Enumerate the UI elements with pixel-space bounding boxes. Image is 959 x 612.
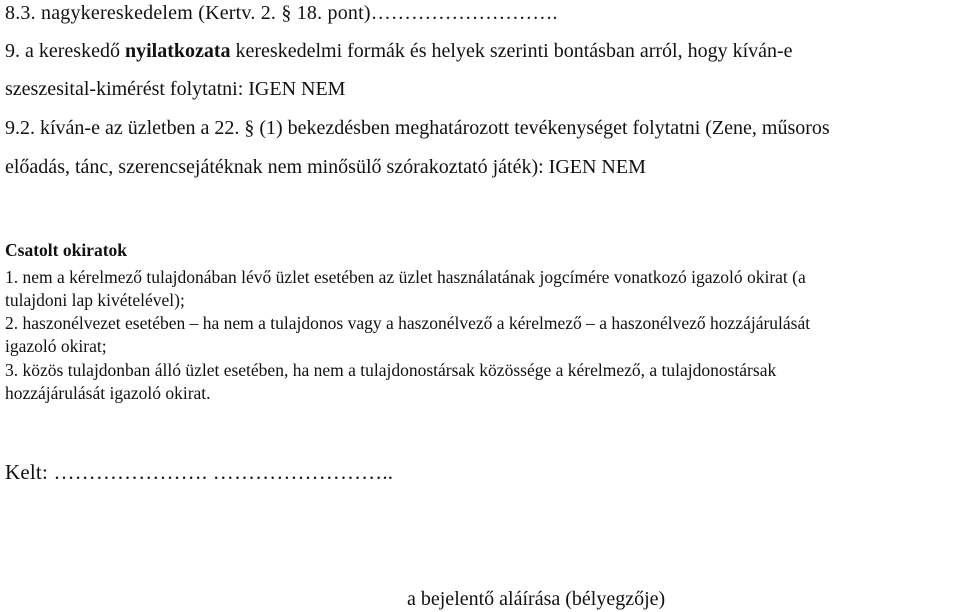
attachment-item-1-a: 1. nem a kérelmező tulajdonában lévő üzlet esetében az üzlet használatának jogcímére vonatkozó igazoló okirat (a [5,267,806,287]
line-szeszesital: szeszesital-kimérést folytatni: IGEN NEM [5,78,346,100]
line-nagykereskedelem: 8.3. nagykereskedelem (Kertv. 2. § 18. pont)………………………. [5,2,558,24]
kelt-line: Kelt: …………………. …………………….. [5,460,394,484]
attachment-item-3-b: hozzájárulását igazoló okirat. [5,383,211,403]
line-nyilatkozat [5,40,793,63]
attachments-heading: Csatolt okiratok [5,240,128,260]
nyilatkozat-post: kereskedelmi formák és helyek szerinti bontásban arról, hogy kíván-e [230,40,793,62]
signature-label: a bejelentő aláírása (bélyegzője) [407,588,666,610]
nyilatkozat-bold: nyilatkozata [124,40,231,62]
attachment-item-3-a: 3. közös tulajdonban álló üzlet esetében, ha nem a tulajdonostársak közössége a kérelmező, a tulajdonostársak [5,360,777,380]
attachment-item-1-b: tulajdoni lap kivételével); [5,290,185,310]
line-tevekenyseg: 9.2. kíván-e az üzletben a 22. § (1) bekezdésben meghatározott tevékenységet folytatni (Zene, műsoros [5,117,830,139]
nyilatkozat-pre: 9. a kereskedő [5,40,125,62]
line-eloadas: előadás, tánc, szerencsejátéknak nem minősülő szórakoztató játék): IGEN NEM [5,156,646,178]
attachment-item-2-a: 2. haszonélvezet esetében – ha nem a tulajdonos vagy a haszonélvező a kérelmező – a haszonélvező hozzájárulását [5,313,811,333]
attachment-item-2-b: igazoló okirat; [5,336,107,356]
